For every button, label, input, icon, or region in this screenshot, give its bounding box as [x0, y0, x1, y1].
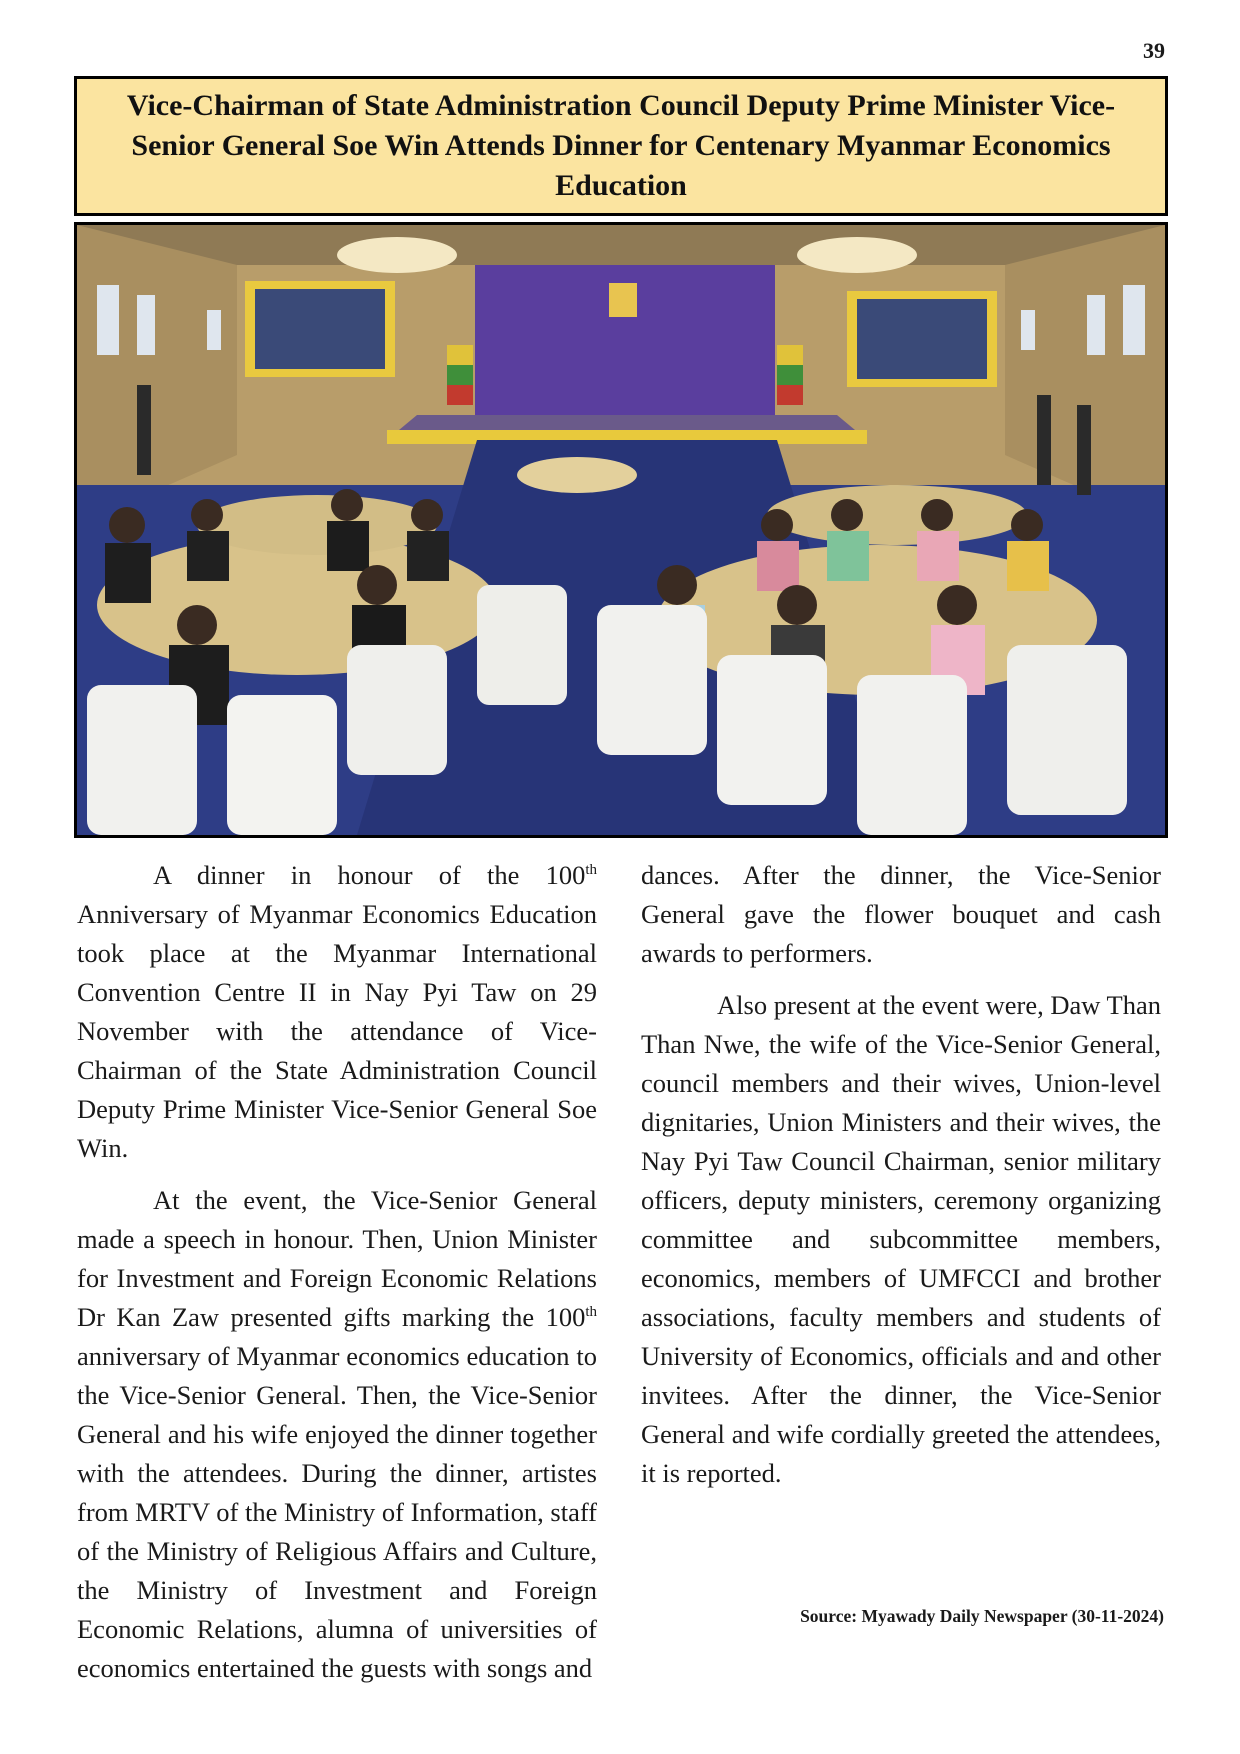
article-column-left [77, 856, 597, 1701]
headline-box [74, 76, 1168, 216]
headline: Vice-Chairman of State Administration Council Deputy Prime Minister Vice-Senior General Soe Win Attends Dinner for Centenary Myanmar Economics Education [126, 89, 1116, 202]
article-column-right [641, 856, 1161, 1506]
source-credit: Source: Myawady Daily Newspaper (30-11-2024) [800, 1606, 1164, 1626]
event-photo [74, 222, 1168, 838]
paragraph-3: Also present at the event were, Daw Than Than Nwe, the wife of the Vice-Senior General, council members and their wives, Union-level dignitaries, Union Ministers and their wives, the Nay Pyi Taw Council Chairman, senior military officers, deputy ministers, ceremony organizing committee and subcommittee members, economics, members of UMFCCI and brother associations, faculty members and students of University of Economics, officials and and other invitees. After the dinner, the Vice-Senior General and wife cordially greeted the attendees, it is reported. [641, 990, 1161, 1488]
page-number: 39 [1143, 38, 1165, 63]
paragraph-2: At the event, the Vice-Senior General made a speech in honour. Then, Union Minister for Investment and Foreign Economic Relations Dr Kan Zaw presented gifts marking the 100th anniversary of Myanmar economics education to the Vice-Senior General. Then, the Vice-Senior General and his wife enjoyed the dinner together with the attendees. During the dinner, artistes from MRTV of the Ministry of Information, staff of the Ministry of Religious Affairs and Culture, the Ministry of Investment and Foreign Economic Relations, alumna of universities of economics entertained the guests with songs and [77, 1185, 597, 1683]
paragraph-2-continued: dances. After the dinner, the Vice-Senior General gave the flower bouquet and cash awards to performers. [641, 860, 1161, 968]
paragraph-1: A dinner in honour of the 100th Anniversary of Myanmar Economics Education took place at the Myanmar International Convention Centre II in Nay Pyi Taw on 29 November with the attendance of Vice-Chairman of the State Administration Council Deputy Prime Minister Vice-Senior General Soe Win. [77, 860, 597, 1163]
